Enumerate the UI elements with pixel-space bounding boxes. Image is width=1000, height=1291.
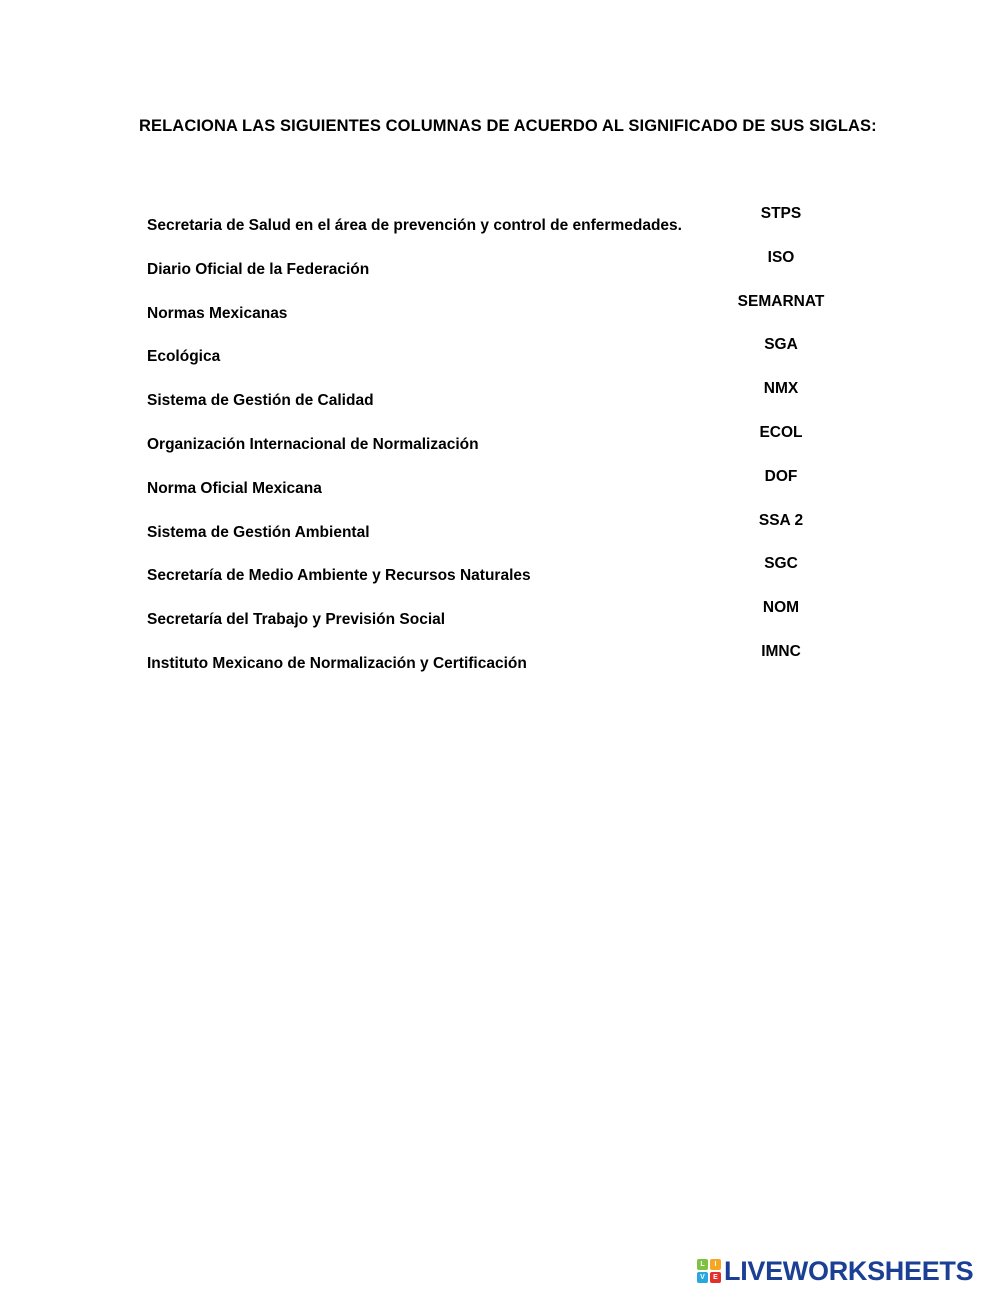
definition-item: Diario Oficial de la Federación [147, 260, 370, 278]
definitions-column [147, 216, 727, 698]
logo-mark-letter: L [697, 1259, 708, 1270]
definition-item: Normas Mexicanas [147, 304, 288, 322]
liveworksheets-mark-icon [697, 1259, 721, 1283]
worksheet-title: RELACIONA LAS SIGUIENTES COLUMNAS DE ACUERDO AL SIGNIFICADO DE SUS SIGLAS: [139, 117, 877, 135]
definition-item: Secretaría del Trabajo y Previsión Social [147, 611, 446, 629]
liveworksheets-logo[interactable] [697, 1256, 973, 1286]
acronym-item[interactable]: SGA [764, 336, 798, 354]
acronym-item[interactable]: DOF [764, 467, 798, 485]
definition-item: Ecológica [147, 348, 221, 366]
logo-mark-letter: E [710, 1272, 721, 1283]
definition-item: Sistema de Gestión de Calidad [147, 392, 374, 410]
acronym-item[interactable]: SGC [764, 555, 798, 573]
acronym-item[interactable]: NOM [762, 599, 800, 617]
acronym-item[interactable]: STPS [760, 205, 802, 222]
logo-mark-letter: V [697, 1272, 708, 1283]
definition-item: Secretaria de Salud en el área de prevención y control de enfermedades. [147, 217, 682, 234]
acronym-item[interactable]: SEMARNAT [737, 292, 825, 310]
logo-wordmark: LIVEWORKSHEETS [724, 1256, 974, 1286]
acronyms-column [721, 204, 841, 686]
definition-item: Sistema de Gestión Ambiental [147, 523, 370, 541]
acronym-item[interactable]: IMNC [761, 642, 801, 660]
definition-item: Norma Oficial Mexicana [147, 479, 322, 497]
logo-mark-letter: I [710, 1259, 721, 1270]
definition-item: Secretaría de Medio Ambiente y Recursos Naturales [147, 567, 531, 585]
acronym-item[interactable]: SSA 2 [758, 511, 804, 529]
definition-item: Organización Internacional de Normalización [147, 435, 479, 453]
acronym-item[interactable]: ISO [767, 248, 795, 266]
acronym-item[interactable]: ECOL [759, 423, 803, 441]
definition-item: Instituto Mexicano de Normalización y Certificación [147, 654, 527, 672]
acronym-item[interactable]: NMX [763, 380, 799, 398]
